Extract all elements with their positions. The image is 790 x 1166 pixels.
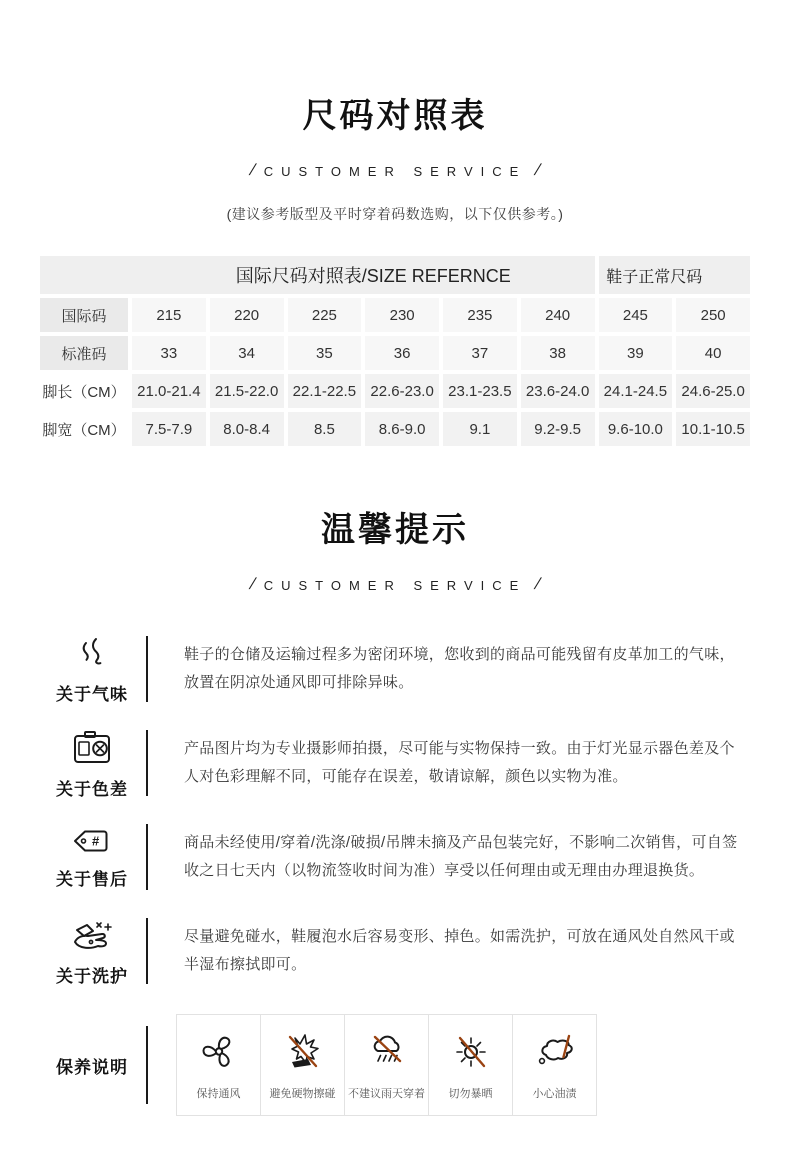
table-cell: 8.5: [286, 410, 364, 448]
table-cell: 9.6-10.0: [597, 410, 675, 448]
table-cell: 37: [441, 334, 519, 372]
care-instructions-row: [38, 1014, 752, 1116]
table-cell: 22.1-22.5: [286, 372, 364, 410]
care-label: 保养说明: [56, 1057, 128, 1077]
table-cell: 220: [208, 296, 286, 334]
table-cell: 215: [130, 296, 208, 334]
table-header-row: [38, 254, 752, 296]
table-cell: 8.0-8.4: [208, 410, 286, 448]
tip-row-wash: [38, 910, 752, 992]
care-box-no-hard-objects: [260, 1014, 345, 1116]
table-cell: 225: [286, 296, 364, 334]
size-table-body: [38, 254, 752, 448]
tip-text: 鞋子的仓储及运输过程多为密闭环境，您收到的商品可能残留有皮革加工的气味，放置在阴凉处通风即可排除异味。: [184, 645, 735, 691]
customer-service-subtitle: [38, 162, 752, 180]
tips-list: [38, 628, 752, 1116]
tip-label: 关于气味: [56, 685, 128, 704]
tip-row-aftersale: [38, 816, 752, 898]
table-cell: 22.6-23.0: [363, 372, 441, 410]
tip-left-column: [38, 816, 146, 898]
table-cell: 21.5-22.0: [208, 372, 286, 410]
table-cell: 9.2-9.5: [519, 410, 597, 448]
subtitle-text: CUSTOMER SERVICE: [263, 163, 527, 179]
table-header-right: 鞋子正常尺码: [597, 254, 753, 296]
hand-wash-icon: [69, 915, 115, 955]
size-chart-table: [38, 254, 752, 448]
fan-icon: [197, 1029, 241, 1073]
table-cell: 23.6-24.0: [519, 372, 597, 410]
table-header-left: 国际尺码对照表/SIZE REFERNCE: [38, 254, 597, 296]
customer-service-subtitle: [38, 576, 752, 594]
table-row: [38, 372, 752, 410]
table-cell: 24.1-24.5: [597, 372, 675, 410]
care-box-label: 不建议雨天穿着: [348, 1088, 425, 1100]
tip-left-column: [38, 722, 146, 804]
table-cell: 230: [363, 296, 441, 334]
table-cell: 24.6-25.0: [674, 372, 752, 410]
table-cell: 235: [441, 296, 519, 334]
table-cell: 35: [286, 334, 364, 372]
table-cell: 245: [597, 296, 675, 334]
slash-decor: /: [249, 576, 256, 593]
table-cell: 23.1-23.5: [441, 372, 519, 410]
tip-left-column: [38, 628, 146, 710]
table-cell: 38: [519, 334, 597, 372]
table-cell: 240: [519, 296, 597, 334]
table-cell: 10.1-10.5: [674, 410, 752, 448]
oil-stain-icon: [532, 1029, 578, 1073]
table-cell: 8.6-9.0: [363, 410, 441, 448]
care-box-label: 小心油渍: [532, 1088, 577, 1100]
tag-hash-glyph: #: [92, 833, 100, 849]
table-row: [38, 334, 752, 372]
tip-left-column: [38, 910, 146, 992]
table-cell: 36: [363, 334, 441, 372]
table-cell: 9.1: [441, 410, 519, 448]
slash-decor: /: [534, 576, 542, 593]
no-sun-icon: [449, 1029, 493, 1073]
no-hard-object-icon: [281, 1029, 325, 1073]
tip-text: 尽量避免碰水，鞋履泡水后容易变形、掉色。如需洗护，可放在通风处自然风干或半湿布擦拭即可。: [184, 927, 735, 973]
slash-decor: /: [534, 162, 542, 179]
table-cell: 34: [208, 334, 286, 372]
slash-decor: /: [249, 162, 256, 179]
care-box-oil-stains: [512, 1014, 597, 1116]
tip-label: 关于洗护: [56, 967, 128, 986]
row-label: 脚宽（CM）: [38, 410, 130, 448]
smell-icon: [71, 633, 113, 673]
vertical-divider: [146, 1026, 148, 1104]
tip-row-color: [38, 722, 752, 804]
table-cell: 21.0-21.4: [130, 372, 208, 410]
size-note: (建议参考版型及平时穿着码数选购，以下仅供参考。): [226, 206, 564, 222]
care-box-label: 避免硬物擦碰: [269, 1088, 336, 1100]
care-box-label: 切勿暴晒: [448, 1088, 493, 1100]
no-rain-icon: [365, 1029, 409, 1073]
warm-tips-title: 温馨提示: [321, 511, 469, 549]
table-row: [38, 296, 752, 334]
camera-icon: [69, 726, 115, 768]
row-label: 国际码: [38, 296, 130, 334]
table-cell: 39: [597, 334, 675, 372]
subtitle-text: CUSTOMER SERVICE: [263, 577, 527, 593]
table-row: [38, 410, 752, 448]
row-label: 脚长（CM）: [38, 372, 130, 410]
row-label: 标准码: [38, 334, 130, 372]
care-left-column: [38, 1014, 146, 1116]
tip-row-smell: [38, 628, 752, 710]
table-cell: 7.5-7.9: [130, 410, 208, 448]
care-box-no-sun: [428, 1014, 513, 1116]
table-cell: 33: [130, 334, 208, 372]
care-box-label: 保持通风: [196, 1088, 241, 1100]
care-box-ventilation: [176, 1014, 261, 1116]
tag-icon: [70, 824, 114, 858]
tip-label: 关于色差: [56, 780, 128, 799]
tip-text: 产品图片均为专业摄影师拍摄，尽可能与实物保持一致。由于灯光显示器色差及个人对色彩理解不同，可能存在误差，敬请谅解，颜色以实物为准。: [184, 739, 735, 785]
table-cell: 250: [674, 296, 752, 334]
care-boxes: [176, 1014, 597, 1116]
table-cell: 40: [674, 334, 752, 372]
tip-text: 商品未经使用/穿着/洗涤/破损/吊牌未摘及产品包装完好，不影响二次销售，可自签收之日七天内（以物流签收时间为准）享受以任何理由或无理由办理退换货。: [184, 833, 738, 879]
care-box-no-rain: [344, 1014, 429, 1116]
size-chart-title: 尺码对照表: [302, 97, 488, 135]
tip-label: 关于售后: [56, 870, 128, 889]
